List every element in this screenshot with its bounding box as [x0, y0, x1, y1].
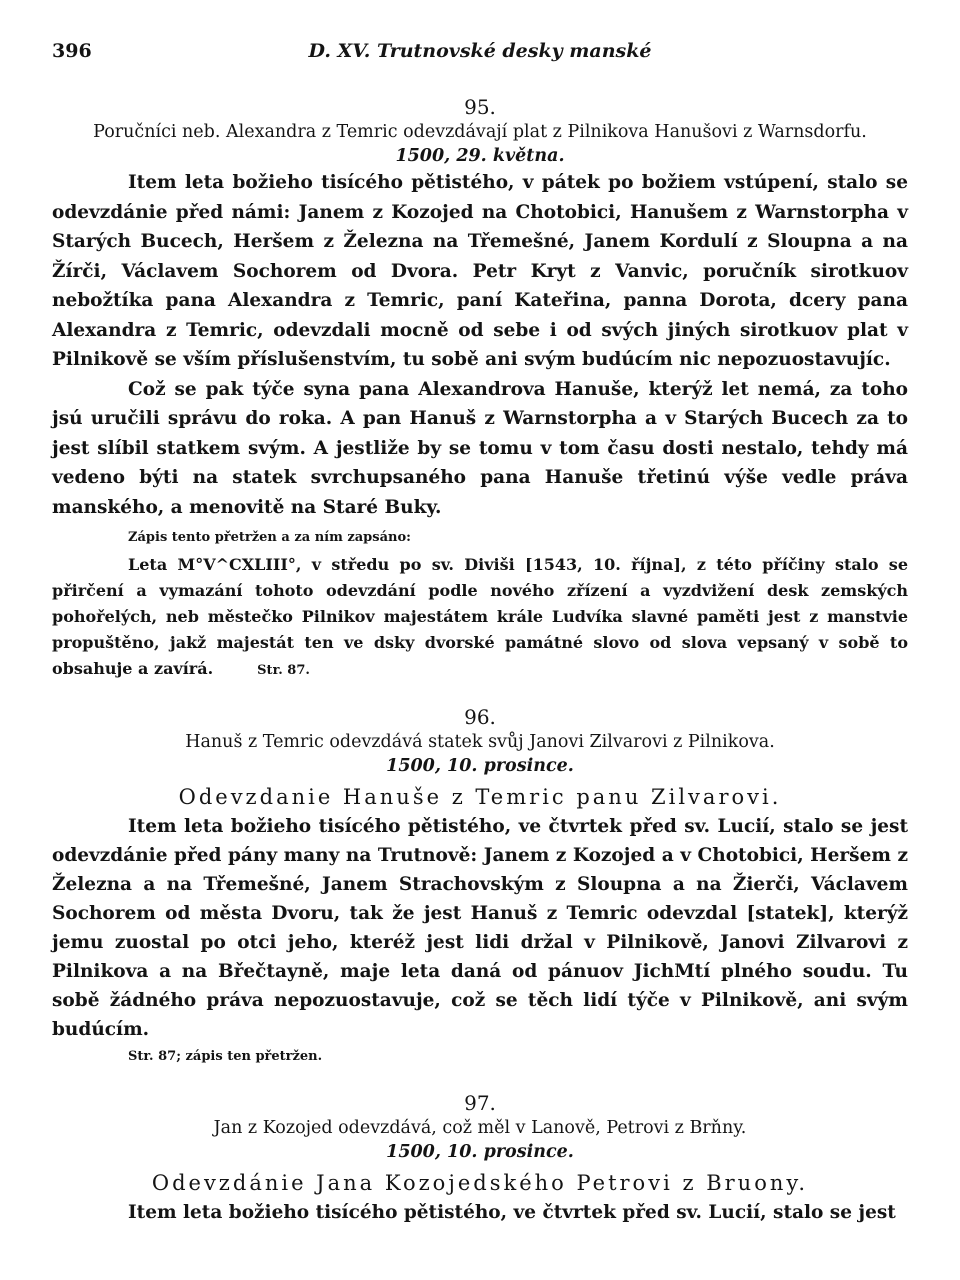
note-text-body: Leta M°V^CXLIII°, v středu po sv. Diviši [1543, 10. října], z této příčiny stalo se přirčení a vymazání tohoto odevzdání podle nového zřízení a vyzdvižení desk zemských pohořelých, neb městečko Pilnikov majestátem krále Ludvíka slavné paměti jest z manstvie propuštěno, jakž majestát ten ve dsky dvorské památné slovo od slova vepsaný v sobě to obsahuje a zavírá.: [52, 555, 908, 678]
source-note: Str. 87; zápis ten přetržen.: [128, 1049, 323, 1064]
entry-95: [52, 94, 908, 684]
entry-regest: Jan z Kozojed odevzdává, což měl v Lanově, Petrovi z Brňny.: [213, 1118, 747, 1138]
entry-date: 1500, 10. prosince.: [386, 756, 574, 776]
running-head: [52, 40, 908, 74]
entry-96: [52, 704, 908, 1070]
entry-heading: Odevzdanie Hanuše z Temric panu Zilvarovi.: [178, 785, 782, 809]
running-title: D. XV. Trutnovské desky manské: [308, 40, 652, 62]
page-number: 396: [52, 40, 92, 62]
entry-number: 97.: [464, 1091, 496, 1115]
entry-97: [52, 1090, 908, 1228]
entry-date: 1500, 29. května.: [395, 146, 565, 166]
entry-paragraph: Item leta božieho tisícého pětistého, ve čtvrtek před sv. Lucií, stalo se jest odevzdánie před pány many na Trutnově: Janem z Kozojed a v Chotobici, Heršem z Železna a na Třemešné, Janem Strachovským z Sloupna a na Žierči, Václavem Sochorem od města Dvoru, tak že jest Hanuš z Temric odevzdal [statek], kterýž jemu zuostal po otci jeho, kteréž jest lidi držal v Pilnikově, Janovi Zilvarovi z Pilnikova a na Břečtayně, maje leta daná od pánuov JichMtí plného soudu. Tu sobě žádného práva nepozuostavuje, což se těch lidí týče v Pilnikově, ani svým budúcím.: [52, 816, 908, 1040]
entry-number: 95.: [464, 95, 496, 119]
note-text: [52, 552, 908, 684]
entry-heading: Odevzdánie Jana Kozojedského Petrovi z Bruony.: [151, 1171, 809, 1195]
entry-regest: Hanuš z Temric odevzdává statek svůj Janovi Zilvarovi z Pilnikova.: [185, 732, 775, 752]
entry-number: 96.: [464, 705, 496, 729]
note-label: Zápis tento přetržen a za ním zapsáno:: [128, 530, 411, 545]
entry-regest: Poručníci neb. Alexandra z Temric odevzdávají plat z Pilnikova Hanušovi z Warnsdorfu.: [93, 122, 867, 142]
entry-paragraph: Což se pak týče syna pana Alexandrova Hanuše, kterýž let nemá, za toho jsú uručili správu do roka. A pan Hanuš z Warnstorpha a v Starých Bucech za to jest slíbil statkem svým. A jestliže by se tomu v tom času dosti nestalo, tehdy má vedeno býti na statek svrchupsaného pana Hanuše třetinú výše vedle práva manského, a menovitě na Staré Buky.: [52, 378, 908, 518]
entry-paragraph: Item leta božieho tisícého pětistého, ve čtvrtek před sv. Lucií, stalo se jest: [128, 1202, 896, 1223]
entry-date: 1500, 10. prosince.: [386, 1142, 574, 1162]
source-reference: Str. 87.: [257, 663, 310, 678]
entry-paragraph: Item leta božieho tisícého pětistého, v pátek po božiem vstúpení, stalo se odevzdánie před námi: Janem z Kozojed na Chotobici, Hanušem z Warnstorpha v Starých Bucech, Heršem z Železna na Třemešné, Janem Kordulí z Sloupna a na Žírči, Václavem Sochorem od Dvora. Petr Kryt z Vanvic, poručník sirotkuov nebožtíka pana Alexandra z Temric, paní Kateřina, panna Dorota, dcery pana Alexandra z Temric, odevzdali mocně od sebe i od svých jiných sirotkuov plat v Pilnikově se vším příslušenstvím, tu sobě ani svým budúcím nic nepozuostavujíc.: [52, 172, 908, 370]
